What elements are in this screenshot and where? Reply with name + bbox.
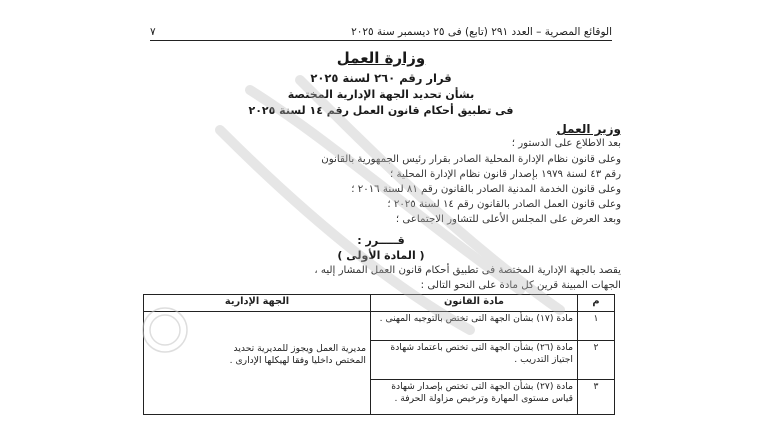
header-authority: الجهة الإدارية <box>144 295 371 312</box>
decree-subject-line-2: فى تطبيق أحكام قانون العمل رقم ١٤ لسنة ٢٠٢٥ <box>248 104 514 117</box>
header-num: م <box>578 295 615 312</box>
running-title: الوقائع المصرية – العدد ٢٩١ (تابع) فى ٢٥ ديسمبر سنة ٢٠٢٥ <box>351 26 612 38</box>
header-article: مادة القانون <box>371 295 578 312</box>
minister-heading: وزير العمل <box>556 122 621 136</box>
preamble-paragraph: رقم ٤٣ لسنة ١٩٧٩ بإصدار قانون نظام الإدارة المحلية ؛ <box>390 169 621 180</box>
row-article: مادة (٢٦) بشأن الجهة التى تختص باعتماد شهادة اجتياز التدريب . <box>371 341 578 380</box>
article-body-line-2: الجهات المبينة قرين كل مادة على النحو التالى : <box>420 280 621 291</box>
decision-heading: قـــــرر : <box>357 234 405 247</box>
decree-number: قرار رقم ٢٦٠ لسنة ٢٠٢٥ <box>310 71 452 85</box>
table-row <box>144 312 615 341</box>
ministry-title: وزارة العمل <box>336 49 426 67</box>
decree-subject-line-1: بشأن تحديد الجهة الإدارية المختصة <box>287 88 475 101</box>
row-num: ٣ <box>578 380 615 415</box>
article-body-line-1: يقصد بالجهة الإدارية المختصة فى تطبيق أحكام قانون العمل المشار إليه ، <box>314 265 621 276</box>
article-title: ( المادة الأولى ) <box>337 249 425 262</box>
row-num: ١ <box>578 312 615 341</box>
preamble-paragraph: بعد الاطلاع على الدستور ؛ <box>511 138 621 149</box>
preamble-paragraph: وبعد العرض على المجلس الأعلى للتشاور الاجتماعى ؛ <box>395 214 621 225</box>
row-authority <box>144 312 371 415</box>
header-rule <box>150 40 612 41</box>
row-article: مادة (١٧) بشأن الجهة التى تختص بالتوجيه المهنى . <box>371 312 578 341</box>
preamble-paragraph: وعلى قانون العمل الصادر بالقانون رقم ١٤ لسنة ٢٠٢٥ ؛ <box>387 199 621 210</box>
row-num: ٢ <box>578 341 615 380</box>
authority-table <box>143 294 615 415</box>
preamble-paragraph: وعلى قانون نظام الإدارة المحلية الصادر بقرار رئيس الجمهورية بالقانون <box>321 154 621 165</box>
preamble-paragraph: وعلى قانون الخدمة المدنية الصادر بالقانون رقم ٨١ لسنة ٢٠١٦ ؛ <box>351 184 621 195</box>
row-article: مادة (٢٧) بشأن الجهة التى تختص بإصدار شهادة قياس مستوى المهارة وترخيص مزاولة الحرفة . <box>371 380 578 415</box>
table-header-row <box>144 295 615 312</box>
page-number: ٧ <box>150 26 156 38</box>
authority-text: مديرية العمل ويجوز للمديرية تحديد المختص داخليا وفقا لهيكلها الإدارى . <box>229 343 366 366</box>
